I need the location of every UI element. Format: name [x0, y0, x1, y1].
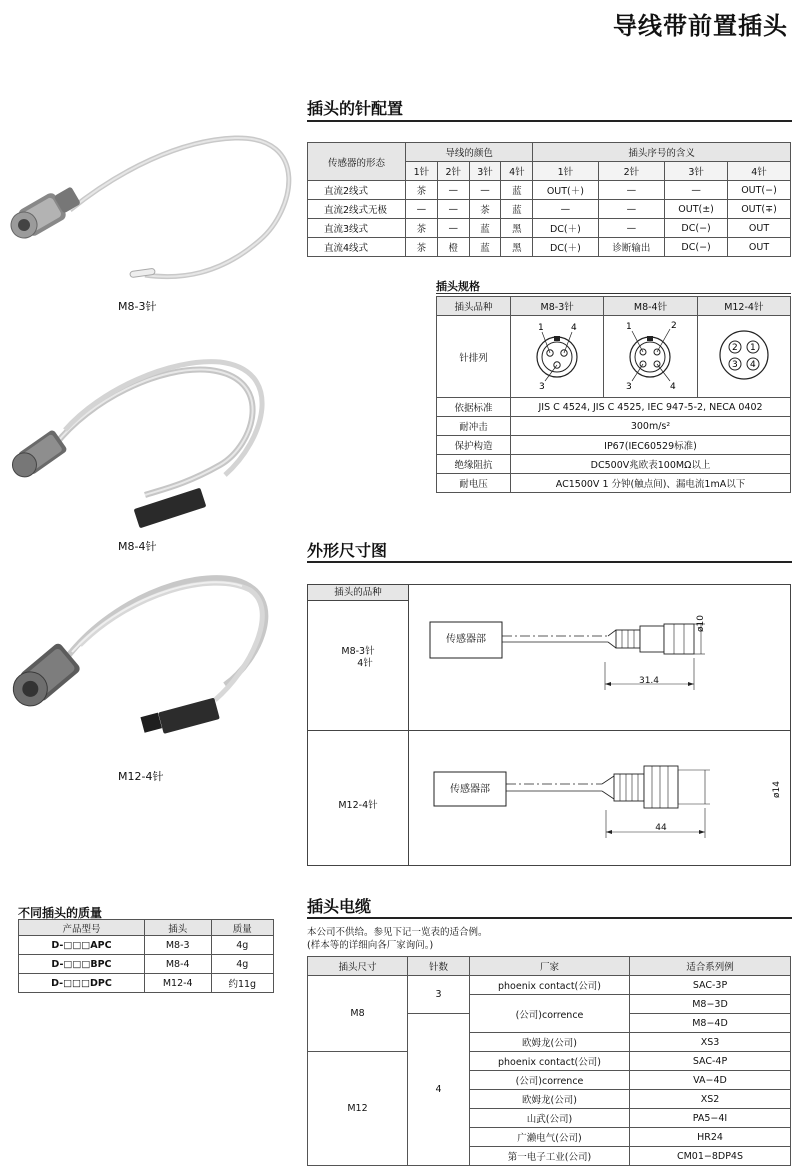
series: M8−4D [630, 1014, 791, 1033]
series: XS2 [630, 1090, 791, 1109]
cable-table [307, 956, 791, 1166]
pin-header: 2针 [437, 162, 469, 181]
pin-number: 1 [626, 322, 633, 332]
model: D-□□□BPC [19, 955, 145, 974]
section-divider [436, 293, 791, 294]
product-photos [10, 100, 300, 800]
mass: 4g [211, 936, 274, 955]
pin-meaning: DC(＋) [533, 219, 598, 238]
spec-value: AC1500V 1 分钟(触点间)、漏电流1mA以下 [511, 474, 791, 493]
pin-meaning: DC(＋) [533, 238, 598, 257]
pin-number: 4 [571, 323, 577, 333]
outline-variety-1 [307, 646, 409, 670]
model: D-□□□DPC [19, 974, 145, 993]
pin-meaning: — [598, 200, 665, 219]
wire-color: — [437, 219, 469, 238]
plug: M8-4 [144, 955, 211, 974]
table-row [19, 936, 274, 955]
pin-assignment-title: 插头的针配置 [307, 99, 404, 118]
series: HR24 [630, 1128, 791, 1147]
table-row [308, 219, 791, 238]
photo-label-m8-4: M8-4针 [118, 540, 157, 553]
section-divider [307, 917, 792, 919]
table-row [437, 455, 791, 474]
plug-spec-title: 插头规格 [436, 280, 480, 293]
plug: M12-4 [144, 974, 211, 993]
spec-label: 依据标准 [437, 398, 511, 417]
spec-value: JIS C 4524, JIS C 4525, IEC 947-5-2, NECA 0402 [511, 398, 791, 417]
pin-layout-m8-3 [511, 316, 604, 398]
series: VA−4D [630, 1071, 791, 1090]
pin-meaning: OUT [728, 219, 791, 238]
col-maker: 厂家 [470, 957, 630, 976]
col-m8-4: M8-4针 [604, 297, 697, 316]
maker: phoenix contact(公司) [470, 976, 630, 995]
pin-header: 1针 [533, 162, 598, 181]
mass: 4g [211, 955, 274, 974]
table-row [308, 238, 791, 257]
series: M8−3D [630, 995, 791, 1014]
wire-color: — [469, 181, 501, 200]
pin-number: 2 [731, 343, 738, 353]
plug-spec-table [436, 296, 791, 493]
dimension-diameter: ø14 [772, 781, 782, 798]
table-row [437, 474, 791, 493]
col-m8-3: M8-3针 [511, 297, 604, 316]
col-mass: 质量 [211, 920, 274, 936]
m12-4-cable-photo [10, 578, 265, 734]
outline-drawing-m12 [410, 734, 790, 864]
pin-meaning: — [598, 181, 665, 200]
series: SAC-3P [630, 976, 791, 995]
col-plug: 插头 [144, 920, 211, 936]
table-row [308, 200, 791, 219]
m8-3-cable-photo [10, 138, 289, 278]
section-divider [307, 120, 792, 122]
sensor-form: 直流3线式 [308, 219, 406, 238]
pin-number: 2 [671, 321, 678, 331]
wire-color: 蓝 [501, 181, 533, 200]
wire-color: 茶 [406, 238, 438, 257]
table-row [308, 976, 791, 995]
wire-color: 茶 [469, 200, 501, 219]
table-row [437, 436, 791, 455]
wire-color: 蓝 [469, 219, 501, 238]
spec-value: IP67(IEC60529标准) [511, 436, 791, 455]
wire-color: 茶 [406, 181, 438, 200]
dimension-length: 31.4 [638, 676, 660, 686]
sensor-form: 直流4线式 [308, 238, 406, 257]
pin-meaning: OUT(−) [728, 181, 791, 200]
col-plug-meaning: 插头序号的含义 [533, 143, 791, 162]
outline-divider [307, 730, 791, 731]
col-variety: 插头品种 [437, 297, 511, 316]
sensor-label: 传感器部 [450, 784, 490, 795]
page-title: 导线带前置插头 [613, 12, 788, 40]
outline-divider [408, 600, 409, 866]
pin-meaning: — [598, 219, 665, 238]
wire-color: — [406, 200, 438, 219]
spec-value: DC500V兆欧表100MΩ以上 [511, 455, 791, 474]
model: D-□□□APC [19, 936, 145, 955]
spec-label: 耐电压 [437, 474, 511, 493]
maker: 欧姆龙(公司) [470, 1033, 630, 1052]
variety-label: M8-3针 [341, 646, 375, 657]
spec-label: 保护构造 [437, 436, 511, 455]
pin-meaning: OUT [728, 238, 791, 257]
outline-drawing-m8 [410, 602, 790, 728]
outline-variety-2: M12-4针 [338, 800, 378, 811]
wire-color: 黑 [501, 219, 533, 238]
maker: 广濑电气(公司) [470, 1128, 630, 1147]
outline-header: 插头的品种 [307, 584, 409, 601]
maker: 山武(公司) [470, 1109, 630, 1128]
m8-4-pin-diagram [610, 317, 690, 393]
sensor-label: 传感器部 [446, 634, 486, 645]
pin-number: 4 [670, 382, 677, 392]
pin-meaning: DC(−) [665, 238, 728, 257]
table-row [19, 955, 274, 974]
wire-color: 茶 [406, 219, 438, 238]
weights-title: 不同插头的质量 [18, 906, 103, 920]
table-row [437, 417, 791, 436]
dimension-diameter: ø10 [696, 615, 706, 632]
plug-size: M8 [308, 976, 408, 1052]
cable-note: (样本等的详细向各厂家询问。) [307, 940, 434, 951]
m12-4-pin-diagram [704, 317, 784, 393]
table-row [308, 181, 791, 200]
dimension-length: 44 [655, 823, 667, 833]
maker: (公司)corrence [470, 1071, 630, 1090]
pin-assignment-table [307, 142, 791, 257]
pin-meaning: — [533, 200, 598, 219]
pin-count: 3 [408, 976, 470, 1014]
sensor-form: 直流2线式 [308, 181, 406, 200]
pin-meaning: 诊断输出 [598, 238, 665, 257]
wire-color: 蓝 [501, 200, 533, 219]
cable-note: 本公司不供给。参见下记一览表的适合例。 [307, 927, 488, 938]
pin-number: 3 [626, 382, 633, 392]
pin-header: 1针 [406, 162, 438, 181]
pin-number: 3 [539, 382, 545, 392]
outline-title: 外形尺寸图 [307, 541, 388, 560]
table-row [437, 398, 791, 417]
plug: M8-3 [144, 936, 211, 955]
pin-count: 4 [408, 1014, 470, 1166]
maker: (公司)corrence [470, 995, 630, 1033]
wire-color: 黑 [501, 238, 533, 257]
maker: 第一电子工业(公司) [470, 1147, 630, 1166]
col-sensor-form: 传感器的形态 [308, 143, 406, 181]
pin-meaning: OUT(∓) [728, 200, 791, 219]
pin-header: 2针 [598, 162, 665, 181]
series: CM01−8DP4S [630, 1147, 791, 1166]
pin-number: 4 [749, 360, 756, 370]
spec-label: 绝缘阻抗 [437, 455, 511, 474]
pin-header: 3针 [665, 162, 728, 181]
section-divider [307, 561, 792, 563]
pin-number: 3 [731, 360, 738, 370]
col-m12-4: M12-4针 [697, 297, 790, 316]
photo-label-m12-4: M12-4针 [118, 770, 164, 783]
table-row [308, 1052, 791, 1071]
sensor-form: 直流2线式无极 [308, 200, 406, 219]
wire-color: 蓝 [469, 238, 501, 257]
variety-label: 4针 [357, 658, 373, 669]
wire-color: — [437, 181, 469, 200]
pin-header: 3针 [469, 162, 501, 181]
col-wire-color: 导线的颜色 [406, 143, 533, 162]
cable-title: 插头电缆 [307, 897, 372, 916]
maker: 欧姆龙(公司) [470, 1090, 630, 1109]
wire-color: 橙 [437, 238, 469, 257]
pin-header: 4针 [501, 162, 533, 181]
m8-3-pin-diagram [517, 317, 597, 393]
pin-number: 1 [538, 323, 544, 333]
m8-4-cable-photo [10, 362, 262, 529]
spec-label: 耐冲击 [437, 417, 511, 436]
table-row [19, 974, 274, 993]
col-plug-size: 插头尺寸 [308, 957, 408, 976]
series: SAC-4P [630, 1052, 791, 1071]
photo-label-m8-3: M8-3针 [118, 300, 157, 313]
plug-size: M12 [308, 1052, 408, 1166]
series: PA5−4I [630, 1109, 791, 1128]
weights-table [18, 919, 274, 993]
mass: 约11g [211, 974, 274, 993]
col-series: 适合系列例 [630, 957, 791, 976]
wire-color: — [437, 200, 469, 219]
pin-meaning: OUT(±) [665, 200, 728, 219]
col-model: 产品型号 [19, 920, 145, 936]
spec-value: 300m/s² [511, 417, 791, 436]
col-pins: 针数 [408, 957, 470, 976]
pin-meaning: DC(−) [665, 219, 728, 238]
pin-number: 1 [749, 343, 756, 353]
pin-layout-label: 针排列 [437, 316, 511, 398]
series: XS3 [630, 1033, 791, 1052]
maker: phoenix contact(公司) [470, 1052, 630, 1071]
pin-meaning: OUT(＋) [533, 181, 598, 200]
pin-layout-m12-4 [697, 316, 790, 398]
pin-meaning: — [665, 181, 728, 200]
pin-layout-m8-4 [604, 316, 697, 398]
pin-header: 4针 [728, 162, 791, 181]
